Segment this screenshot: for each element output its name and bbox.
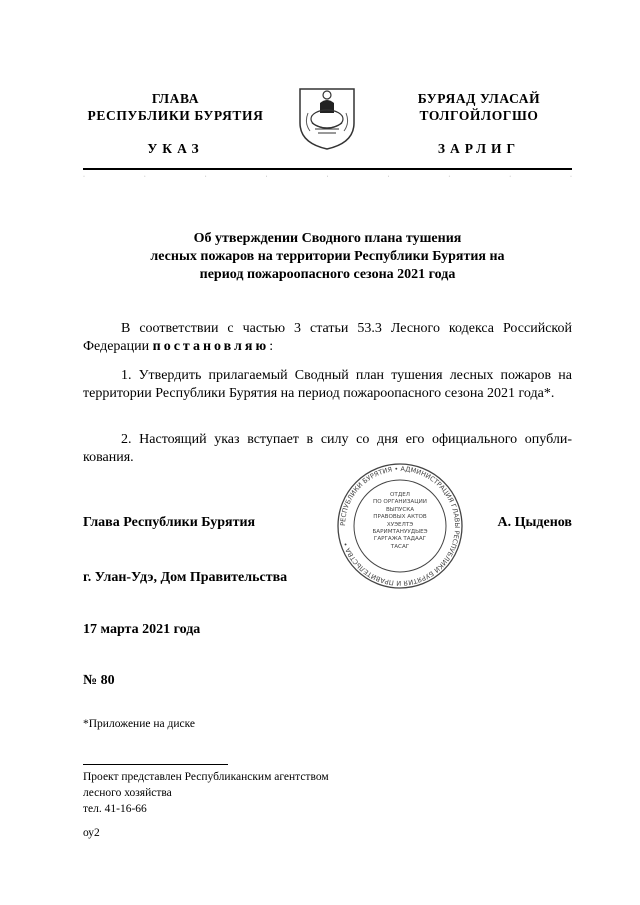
title-line-3: период пожароопасного сезона 2021 года [199,267,456,282]
footer-divider [83,764,228,765]
header-divider [83,168,572,170]
signatory-name: А. Цыденов [497,515,572,530]
stamp-line: ПО ОРГАНИЗАЦИИ [373,499,427,506]
stamp-line: ГАРГАЖА ТАДААГ [373,536,427,543]
title-line-1: Об утверждении Сводного плана тушения [193,231,462,246]
header-right-line1: БУРЯАД УЛАСАЙ [417,91,541,106]
document-code: оу2 [83,827,100,839]
decree-type-bua: ЗАРЛИГ [437,141,521,156]
decree-number: № 80 [83,673,115,688]
footer-phone: тел. 41-16-66 [83,803,147,815]
header-left-line2: РЕСПУБЛИКИ БУРЯТИЯ [87,108,264,123]
attachment-note: *Приложение на диске [83,718,195,730]
place: г. Улан-Удэ, Дом Правительства [83,570,288,585]
paragraph-preamble [83,320,572,356]
footer-info [83,769,329,817]
decree-title [83,230,572,284]
stamp-center-text [360,492,440,551]
signatory-position: Глава Республики Бурятия [83,515,256,530]
official-stamp [334,462,466,590]
paragraph-2: 2. Настоящий указ вступает в силу со дня его официального опубли-кования. [83,432,572,465]
footer-line-2: лесного хозяйства [83,787,172,799]
decree-date: 17 марта 2021 года [83,622,201,637]
coat-of-arms-icon [296,83,358,151]
stamp-line: ВЫПУСКА [385,506,415,513]
paragraph-1: 1. Утвердить прилагаемый Сводный план тушения лесных пожаров на территории Республики Бурятия на период пожароопасного сезона 2021 года*. [83,368,572,401]
header-right [386,90,572,124]
stamp-line: ТАСАГ [390,543,410,550]
header-left [83,90,268,124]
header-dotted-line: · · · · · · · · · [83,174,572,180]
footer-line-1: Проект представлен Республиканским агентством [83,771,329,783]
stamp-ring-text: РЕСПУБЛИКИ БУРЯТИЯ • АДМИНИСТРАЦИЯ ГЛАВЫ РЕСПУБЛИКИ БУРЯТИЯ И ПРАВИТЕЛЬСТВА • [338,464,462,588]
preamble-resolve: постановляю [152,339,270,354]
stamp-line: ОТДЕЛ [390,492,410,498]
title-line-2: лесных пожаров на территории Республики Бурятия на [150,249,505,264]
stamp-line: ХУЭЕЛТЭ [386,521,414,528]
header-right-line2: ТОЛГОЙЛОГШО [419,108,539,123]
header-left-line1: ГЛАВА [151,91,200,106]
preamble-colon: : [269,339,274,354]
decree-type-ru: УКАЗ [147,141,204,156]
preamble-text: В соответствии с частью 3 статьи 53.3 Лесного кодекса Российской Федерации [83,321,572,354]
stamp-line: ПРАВОВЫХ АКТОВ [373,514,427,521]
stamp-line: БАРИМТАНУУДЫЕЭ [372,529,428,536]
